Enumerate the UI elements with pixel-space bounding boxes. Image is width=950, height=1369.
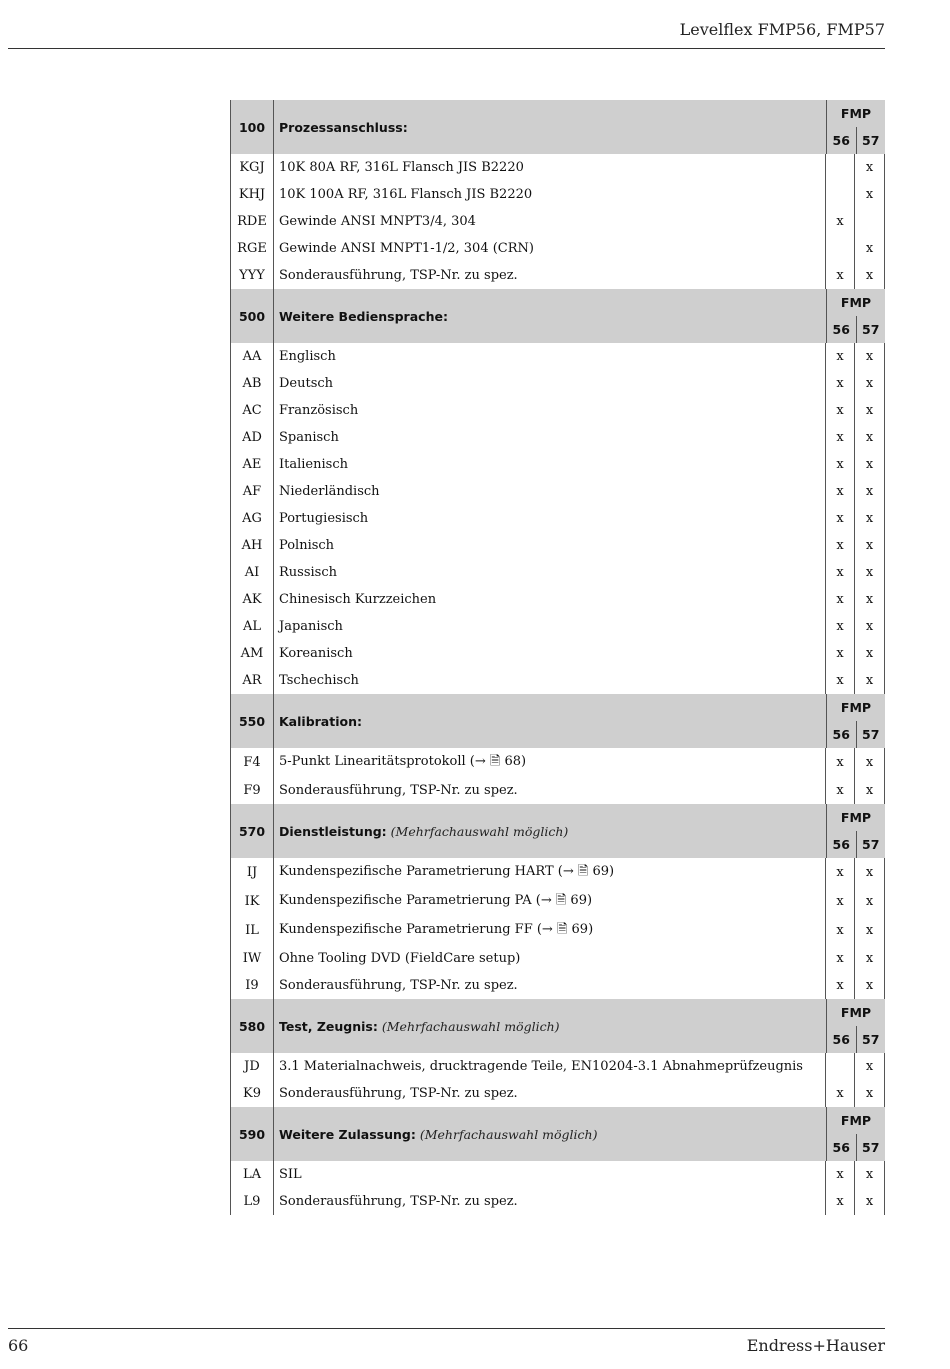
section-note: (Mehrfachauswahl möglich) [381, 1018, 560, 1034]
option-code: IJ [230, 858, 274, 887]
model-numbers [827, 831, 885, 858]
model-57-label: 57 [862, 727, 880, 742]
table-row [230, 945, 885, 972]
order-code-table [230, 100, 885, 1215]
fmp57-availability: x [855, 613, 885, 640]
option-description: Koreanisch [279, 646, 353, 661]
option-code: LA [230, 1161, 274, 1188]
fmp-label: FMP [840, 295, 872, 310]
option-code: K9 [230, 1080, 274, 1107]
option-code: YYY [230, 262, 274, 289]
product-columns-header [826, 100, 885, 154]
option-code: L9 [230, 1188, 274, 1215]
table-row [230, 343, 885, 370]
section-code: 570 [230, 804, 274, 858]
option-description: SIL [279, 1167, 302, 1182]
section-title [274, 289, 826, 343]
option-code: AL [230, 613, 274, 640]
table-row [230, 181, 885, 208]
fmp56-availability: x [825, 613, 855, 640]
table-row [230, 613, 885, 640]
section-header-580 [230, 999, 885, 1053]
fmp57-availability: x [855, 424, 885, 451]
fmp57-availability: x [855, 1080, 885, 1107]
fmp56-availability: x [825, 972, 855, 999]
section-title [274, 1107, 826, 1161]
option-code: KHJ [230, 181, 274, 208]
fmp57-availability: x [855, 748, 885, 777]
option-code: AB [230, 370, 274, 397]
option-code: AE [230, 451, 274, 478]
fmp56-availability: x [825, 532, 855, 559]
option-code: AH [230, 532, 274, 559]
option-description: 5-Punkt Linearitätsprotokoll (→ 🗎 68) [279, 753, 527, 769]
option-code: KGJ [230, 154, 274, 181]
fmp56-availability: x [825, 887, 855, 916]
model-57-label: 57 [862, 837, 880, 852]
fmp57-availability: x [855, 451, 885, 478]
model-57-label: 57 [862, 133, 880, 148]
option-description: Kundenspezifische Parametrierung PA (→ 🗎 69) [279, 892, 593, 908]
footer-divider [8, 1328, 885, 1329]
option-code: AR [230, 667, 274, 694]
fmp-label: FMP [840, 1113, 872, 1128]
table-row [230, 640, 885, 667]
table-row [230, 451, 885, 478]
option-description: Deutsch [279, 376, 334, 391]
option-description: Russisch [279, 565, 337, 580]
product-columns-header [826, 289, 885, 343]
fmp56-availability [825, 154, 855, 181]
fmp56-availability: x [825, 424, 855, 451]
option-code: IK [230, 887, 274, 916]
model-56-label: 56 [827, 316, 857, 343]
table-row [230, 532, 885, 559]
section-code: 580 [230, 999, 274, 1053]
product-columns-header [826, 999, 885, 1053]
option-description: 10K 80A RF, 316L Flansch JIS B2220 [279, 160, 524, 175]
table-row [230, 1161, 885, 1188]
option-code: RDE [230, 208, 274, 235]
fmp57-availability: x [855, 262, 885, 289]
section-title-text: Test, Zeugnis: [279, 1018, 378, 1034]
section-code: 590 [230, 1107, 274, 1161]
option-description: Kundenspezifische Parametrierung HART (→ 🗎 69) [279, 863, 615, 879]
section-note: (Mehrfachauswahl möglich) [419, 1126, 598, 1142]
option-description: Spanisch [279, 430, 339, 445]
fmp57-availability: x [855, 397, 885, 424]
option-code: F9 [230, 777, 274, 804]
section-header-500 [230, 289, 885, 343]
fmp57-availability: x [855, 777, 885, 804]
table-row [230, 667, 885, 694]
option-code: AK [230, 586, 274, 613]
table-row [230, 559, 885, 586]
fmp56-availability: x [825, 777, 855, 804]
option-description: Kundenspezifische Parametrierung FF (→ 🗎 69) [279, 921, 594, 937]
section-title-text: Weitere Zulassung: [279, 1126, 416, 1142]
model-57-label: 57 [862, 1140, 880, 1155]
fmp57-availability: x [855, 1161, 885, 1188]
section-code: 100 [230, 100, 274, 154]
section-title-text: Dienstleistung: [279, 823, 387, 839]
section-header-590 [230, 1107, 885, 1161]
option-code: I9 [230, 972, 274, 999]
fmp57-availability: x [855, 532, 885, 559]
fmp-label: FMP [840, 106, 872, 121]
fmp56-availability: x [825, 640, 855, 667]
fmp56-availability: x [825, 1161, 855, 1188]
fmp56-availability: x [825, 559, 855, 586]
option-description: Japanisch [279, 619, 343, 634]
fmp57-availability: x [855, 916, 885, 945]
fmp57-availability: x [855, 858, 885, 887]
table-row [230, 154, 885, 181]
option-description: Sonderausführung, TSP-Nr. zu spez. [279, 978, 518, 993]
option-code: AC [230, 397, 274, 424]
option-description: Französisch [279, 403, 359, 418]
fmp57-availability: x [855, 667, 885, 694]
table-row [230, 424, 885, 451]
model-numbers [827, 721, 885, 748]
fmp56-availability: x [825, 1080, 855, 1107]
table-row [230, 748, 885, 777]
option-code: AD [230, 424, 274, 451]
option-description: Sonderausführung, TSP-Nr. zu spez. [279, 1194, 518, 1209]
table-row [230, 1080, 885, 1107]
fmp-label: FMP [840, 810, 872, 825]
option-description: Gewinde ANSI MNPT1-1/2, 304 (CRN) [279, 241, 534, 256]
option-description: Englisch [279, 349, 336, 364]
fmp57-availability: x [855, 586, 885, 613]
table-row [230, 972, 885, 999]
fmp56-availability: x [825, 1188, 855, 1215]
fmp56-availability [825, 181, 855, 208]
fmp56-availability: x [825, 586, 855, 613]
table-row [230, 1188, 885, 1215]
option-description: 3.1 Materialnachweis, drucktragende Teile, EN10204-3.1 Abnahmeprüfzeugnis [279, 1059, 803, 1074]
option-description: Tschechisch [279, 673, 359, 688]
fmp57-availability: x [855, 945, 885, 972]
section-note: (Mehrfachauswahl möglich) [390, 823, 569, 839]
fmp57-availability [855, 208, 885, 235]
fmp56-availability: x [825, 262, 855, 289]
section-header-100 [230, 100, 885, 154]
product-columns-header [826, 1107, 885, 1161]
fmp56-availability [825, 1053, 855, 1080]
option-description: Gewinde ANSI MNPT3/4, 304 [279, 214, 476, 229]
table-row [230, 478, 885, 505]
option-description: Niederländisch [279, 484, 380, 499]
fmp57-availability: x [855, 235, 885, 262]
section-title-text: Prozessanschluss: [279, 119, 408, 135]
table-row [230, 208, 885, 235]
fmp-label: FMP [840, 1005, 872, 1020]
fmp56-availability: x [825, 748, 855, 777]
table-row [230, 370, 885, 397]
fmp56-availability: x [825, 945, 855, 972]
fmp57-availability: x [855, 559, 885, 586]
section-title-text: Weitere Bediensprache: [279, 308, 448, 324]
option-description: Italienisch [279, 457, 348, 472]
table-row [230, 1053, 885, 1080]
document-header-title: Levelflex FMP56, FMP57 [679, 20, 885, 39]
fmp56-availability: x [825, 343, 855, 370]
section-title [274, 804, 826, 858]
option-code: AI [230, 559, 274, 586]
table-row [230, 586, 885, 613]
section-header-550 [230, 694, 885, 748]
section-code: 500 [230, 289, 274, 343]
option-description: Sonderausführung, TSP-Nr. zu spez. [279, 783, 518, 798]
option-code: F4 [230, 748, 274, 777]
model-numbers [827, 1026, 885, 1053]
table-row [230, 505, 885, 532]
header-divider [8, 48, 885, 49]
option-description: Polnisch [279, 538, 335, 553]
model-56-label: 56 [827, 831, 857, 858]
fmp57-availability: x [855, 1053, 885, 1080]
table-row [230, 916, 885, 945]
option-description: Sonderausführung, TSP-Nr. zu spez. [279, 268, 518, 283]
table-row [230, 887, 885, 916]
fmp57-availability: x [855, 154, 885, 181]
option-code: AG [230, 505, 274, 532]
model-56-label: 56 [827, 721, 857, 748]
table-row [230, 397, 885, 424]
option-code: AA [230, 343, 274, 370]
model-56-label: 56 [827, 127, 857, 154]
table-row [230, 777, 885, 804]
fmp57-availability: x [855, 343, 885, 370]
table-row [230, 262, 885, 289]
fmp57-availability: x [855, 640, 885, 667]
model-numbers [827, 1134, 885, 1161]
option-description: Ohne Tooling DVD (FieldCare setup) [279, 951, 521, 966]
fmp57-availability: x [855, 972, 885, 999]
section-title-text: Kalibration: [279, 713, 362, 729]
model-numbers [827, 127, 885, 154]
table-row [230, 858, 885, 887]
section-header-570 [230, 804, 885, 858]
option-code: IW [230, 945, 274, 972]
section-title [274, 999, 826, 1053]
option-code: IL [230, 916, 274, 945]
fmp56-availability [825, 235, 855, 262]
fmp56-availability: x [825, 858, 855, 887]
fmp56-availability: x [825, 397, 855, 424]
model-numbers [827, 316, 885, 343]
page-number: 66 [8, 1336, 29, 1355]
option-code: RGE [230, 235, 274, 262]
fmp-label: FMP [840, 700, 872, 715]
footer-brand: Endress+Hauser [746, 1336, 885, 1355]
fmp56-availability: x [825, 478, 855, 505]
fmp57-availability: x [855, 370, 885, 397]
model-57-label: 57 [862, 322, 880, 337]
fmp56-availability: x [825, 505, 855, 532]
section-code: 550 [230, 694, 274, 748]
option-code: AM [230, 640, 274, 667]
model-56-label: 56 [827, 1026, 857, 1053]
model-56-label: 56 [827, 1134, 857, 1161]
section-title [274, 694, 826, 748]
option-code: AF [230, 478, 274, 505]
fmp56-availability: x [825, 451, 855, 478]
fmp56-availability: x [825, 916, 855, 945]
option-description: Sonderausführung, TSP-Nr. zu spez. [279, 1086, 518, 1101]
table-row [230, 235, 885, 262]
product-columns-header [826, 804, 885, 858]
product-columns-header [826, 694, 885, 748]
fmp57-availability: x [855, 181, 885, 208]
fmp56-availability: x [825, 667, 855, 694]
option-code: JD [230, 1053, 274, 1080]
model-57-label: 57 [862, 1032, 880, 1047]
fmp57-availability: x [855, 887, 885, 916]
fmp57-availability: x [855, 1188, 885, 1215]
option-description: Chinesisch Kurzzeichen [279, 592, 437, 607]
fmp57-availability: x [855, 505, 885, 532]
option-description: Portugiesisch [279, 511, 369, 526]
section-title [274, 100, 826, 154]
fmp57-availability: x [855, 478, 885, 505]
option-description: 10K 100A RF, 316L Flansch JIS B2220 [279, 187, 533, 202]
fmp56-availability: x [825, 208, 855, 235]
fmp56-availability: x [825, 370, 855, 397]
